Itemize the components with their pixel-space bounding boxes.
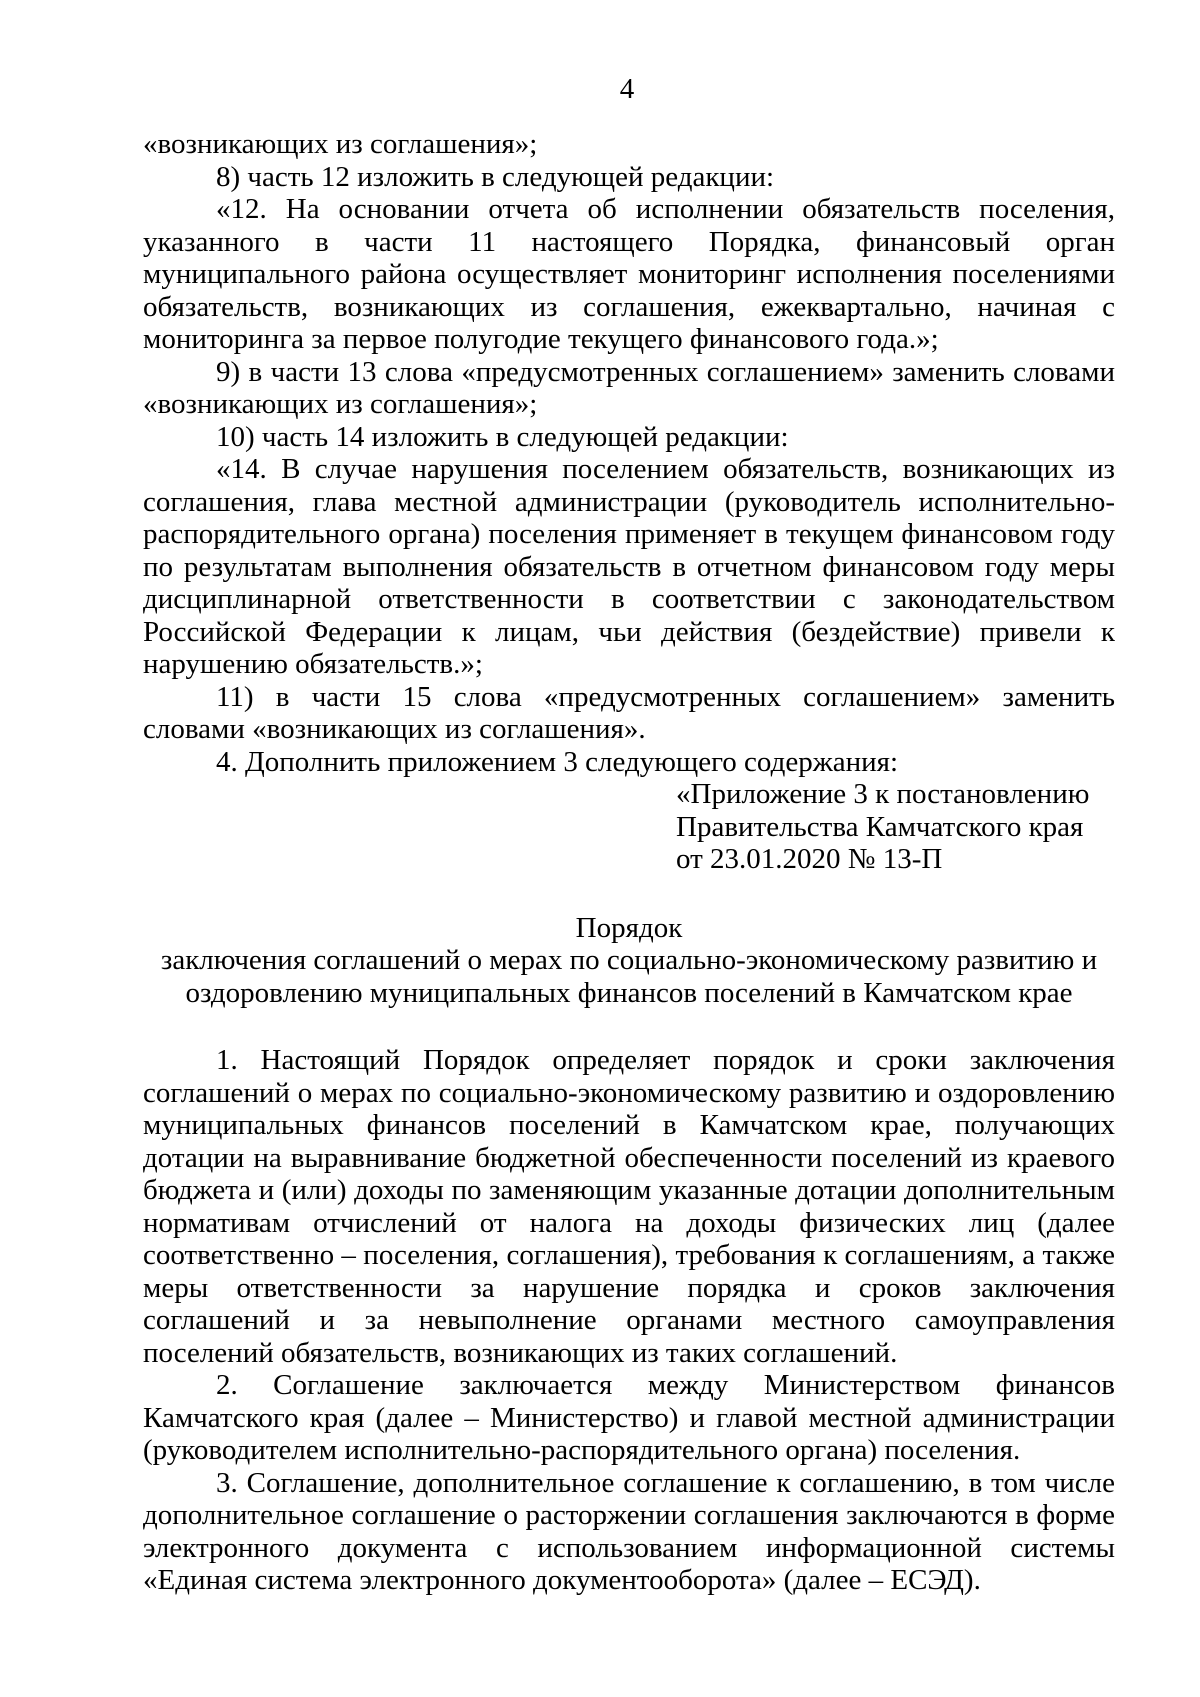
- paragraph-item-11: 11) в части 15 слова «предусмотренных соглашением» заменить словами «возникающих из соглашения».: [143, 680, 1115, 745]
- heading-title: Порядок: [575, 911, 683, 944]
- appendix-header-line: Правительства Камчатского края: [676, 810, 1084, 843]
- procedure-heading: [143, 912, 1115, 1010]
- paragraph-continuation: «возникающих из соглашения»;: [143, 128, 538, 160]
- page-number: 4: [619, 73, 635, 105]
- paragraph-part-12-text: «12. На основании отчета об исполнении обязательств поселения, указанного в части 11 настоящего Порядка, финансовый орган муниципального района осуществляет мониторинг исполнения поселениями обязательств, возникающих из соглашения, ежеквартально, начиная с мониторинга за первое полугодие текущего финансового года.»;: [143, 193, 1115, 355]
- paragraph-part-14-text: «14. В случае нарушения поселением обязательств, возникающих из соглашения, глава местной администрации (руководитель исполнительно-распорядительного органа) поселения применяет в текущем финансовом году по результатам выполнения обязательств в отчетном финансовом году меры дисциплинарной ответственности в соответствии с законодательством Российской Федерации к лицам, чьи действия (бездействие) привели к нарушению обязательств.»;: [143, 453, 1115, 680]
- section-1: 1. Настоящий Порядок определяет порядок и сроки заключения соглашений о мерах по социально-экономическому развитию и оздоровлению муниципальных финансов поселений в Камчатском крае, получающих дотации на выравнивание бюджетной обеспеченности поселений из краевого бюджета и (или) доходы по заменяющим указанные дотации дополнительным нормативам отчислений от налога на доходы физических лиц (далее соответственно – поселения, соглашения), требования к соглашениям, а также меры ответственности за нарушение порядка и сроков заключения соглашений и за невыполнение органами местного самоуправления поселений обязательств, возникающих из таких соглашений.: [143, 1044, 1115, 1369]
- paragraph-item-4: 4. Дополнить приложением 3 следующего содержания:: [216, 745, 899, 778]
- heading-line: заключения соглашений о мерах по социально-экономическому развитию и: [160, 944, 1098, 976]
- appendix-header-line: от 23.01.2020 № 13-П: [676, 843, 943, 875]
- paragraph-item-9: 9) в части 13 слова «предусмотренных соглашением» заменить словами «возникающих из соглашения»;: [143, 355, 1115, 420]
- paragraph-item-10: 10) часть 14 изложить в следующей редакции:: [216, 420, 789, 453]
- heading-line: оздоровлению муниципальных финансов поселений в Камчатском крае: [185, 976, 1073, 1009]
- paragraph-item-8: 8) часть 12 изложить в следующей редакции:: [216, 160, 775, 193]
- section-2: 2. Соглашение заключается между Министерством финансов Камчатского края (далее – Министерство) и главой местной администрации (руководителем исполнительно-распорядительного органа) поселения.: [143, 1369, 1115, 1466]
- section-3: 3. Соглашение, дополнительное соглашение к соглашению, в том числе дополнительное соглашение о расторжении соглашения заключаются в форме электронного документа с использованием информационной системы «Единая система электронного документооборота» (далее – ЕСЭД).: [143, 1466, 1115, 1596]
- appendix-header: [676, 778, 1115, 876]
- procedure-sections: [143, 1044, 1115, 1597]
- appendix-header-line: «Приложение 3 к постановлению: [676, 778, 1090, 810]
- document-body: [143, 128, 1115, 1597]
